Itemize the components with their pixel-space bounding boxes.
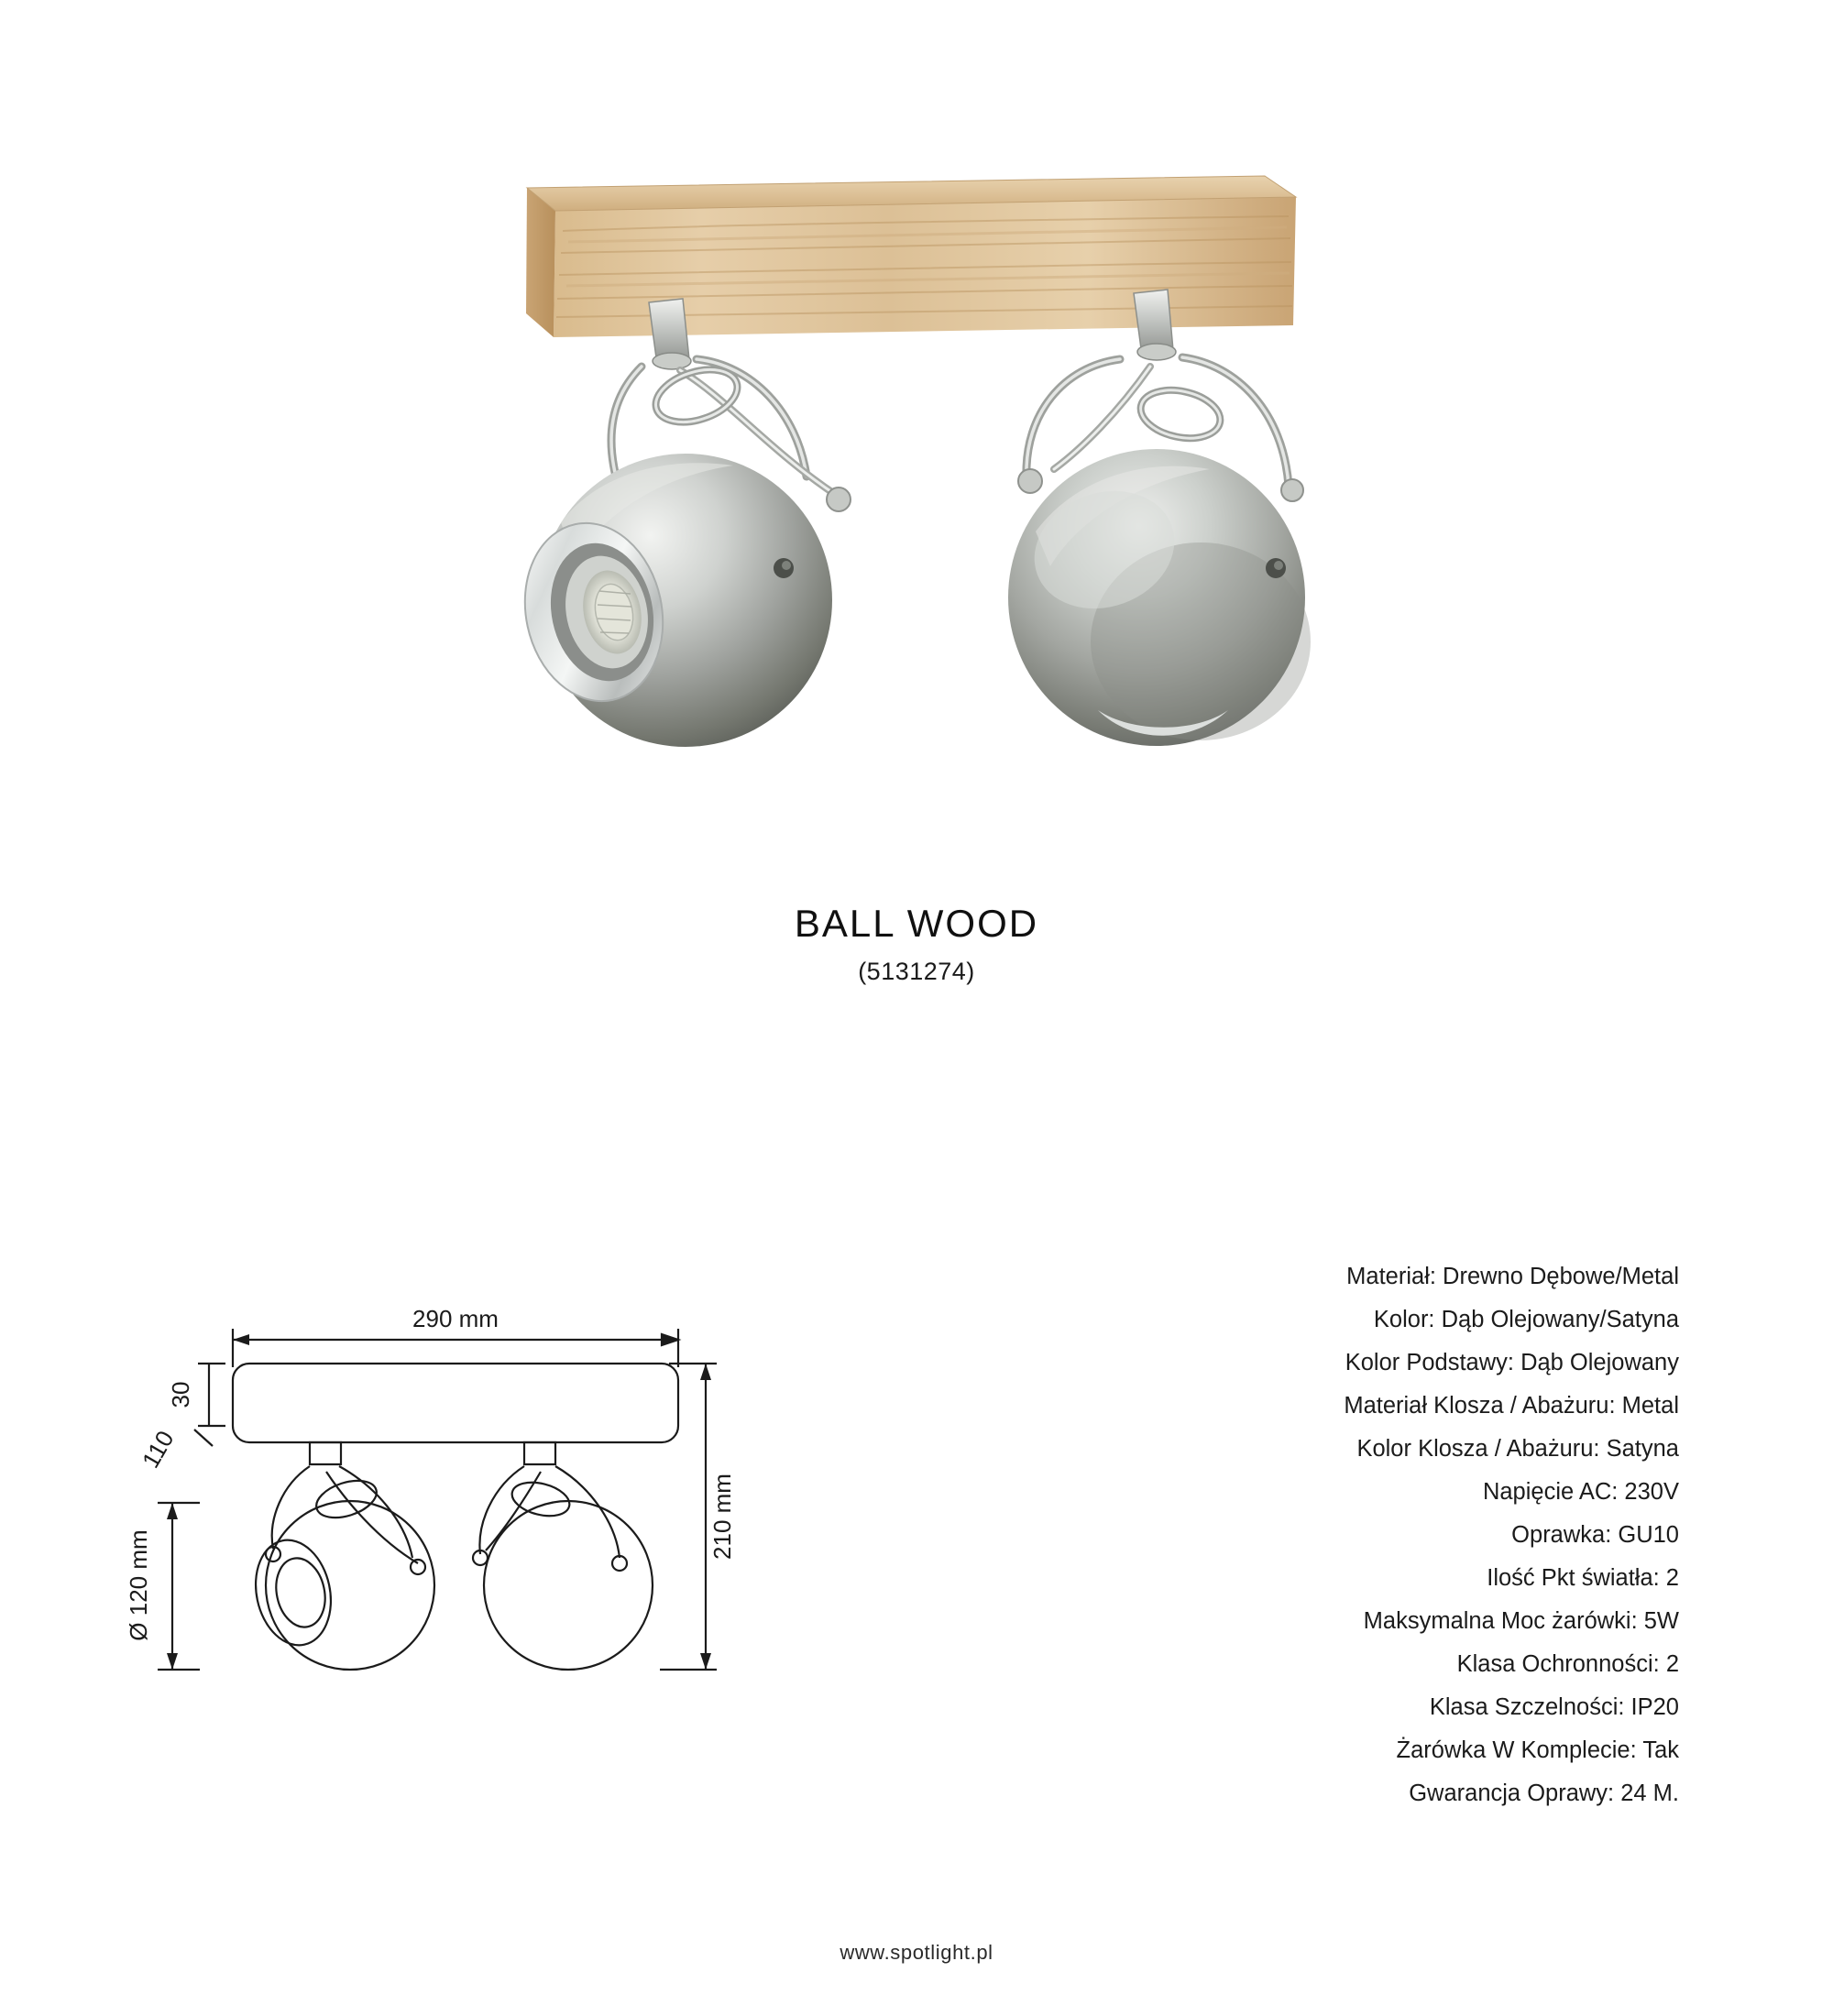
spec-item: Oprawka: GU10 bbox=[1511, 1522, 1679, 1548]
specifications-list bbox=[927, 1255, 1679, 1815]
title-block bbox=[0, 903, 1833, 986]
product-illustration bbox=[0, 0, 1833, 825]
spec-item: Napięcie AC: 230V bbox=[1482, 1479, 1679, 1505]
base-height-dimension bbox=[198, 1364, 225, 1426]
spec-item: Kolor Podstawy: Dąb Olejowany bbox=[1345, 1350, 1679, 1375]
spec-item: Kolor Klosza / Abażuru: Satyna bbox=[1356, 1436, 1679, 1462]
spec-item: Kolor: Dąb Olejowany/Satyna bbox=[1373, 1307, 1679, 1332]
spec-item: Materiał Klosza / Abażuru: Metal bbox=[1344, 1393, 1679, 1419]
wood-base bbox=[526, 176, 1296, 337]
diameter-dimension bbox=[158, 1503, 200, 1670]
spec-item: Klasa Szczelności: IP20 bbox=[1429, 1694, 1679, 1720]
height-label: 210 mm bbox=[708, 1474, 736, 1560]
bracket-height-label: 110 bbox=[136, 1426, 180, 1473]
base-height-label: 30 bbox=[167, 1381, 194, 1408]
width-dimension bbox=[233, 1329, 678, 1367]
spec-item: Klasa Ochronności: 2 bbox=[1456, 1651, 1679, 1677]
diameter-label: Ø 120 mm bbox=[125, 1529, 152, 1641]
footer-url[interactable]: www.spotlight.pl bbox=[840, 1941, 993, 1964]
spec-item: Żarówka W Komplecie: Tak bbox=[1396, 1737, 1679, 1763]
spec-item: Gwarancja Oprawy: 24 M. bbox=[1409, 1780, 1679, 1806]
spec-item: Materiał: Drewno Dębowe/Metal bbox=[1346, 1264, 1679, 1289]
footer bbox=[0, 1941, 1833, 1965]
product-code: (5131274) bbox=[858, 958, 975, 986]
spec-item: Ilość Pkt światła: 2 bbox=[1487, 1565, 1679, 1591]
spec-item: Maksymalna Moc żarówki: 5W bbox=[1363, 1608, 1679, 1634]
spot-right bbox=[1008, 290, 1311, 746]
product-name: BALL WOOD bbox=[794, 902, 1039, 945]
bracket-height-dimension bbox=[194, 1430, 213, 1446]
width-label: 290 mm bbox=[412, 1305, 499, 1332]
product-photo bbox=[0, 0, 1833, 825]
technical-drawing bbox=[110, 1283, 807, 1796]
spot-left bbox=[509, 299, 851, 747]
dimension-diagram bbox=[110, 1283, 807, 1796]
